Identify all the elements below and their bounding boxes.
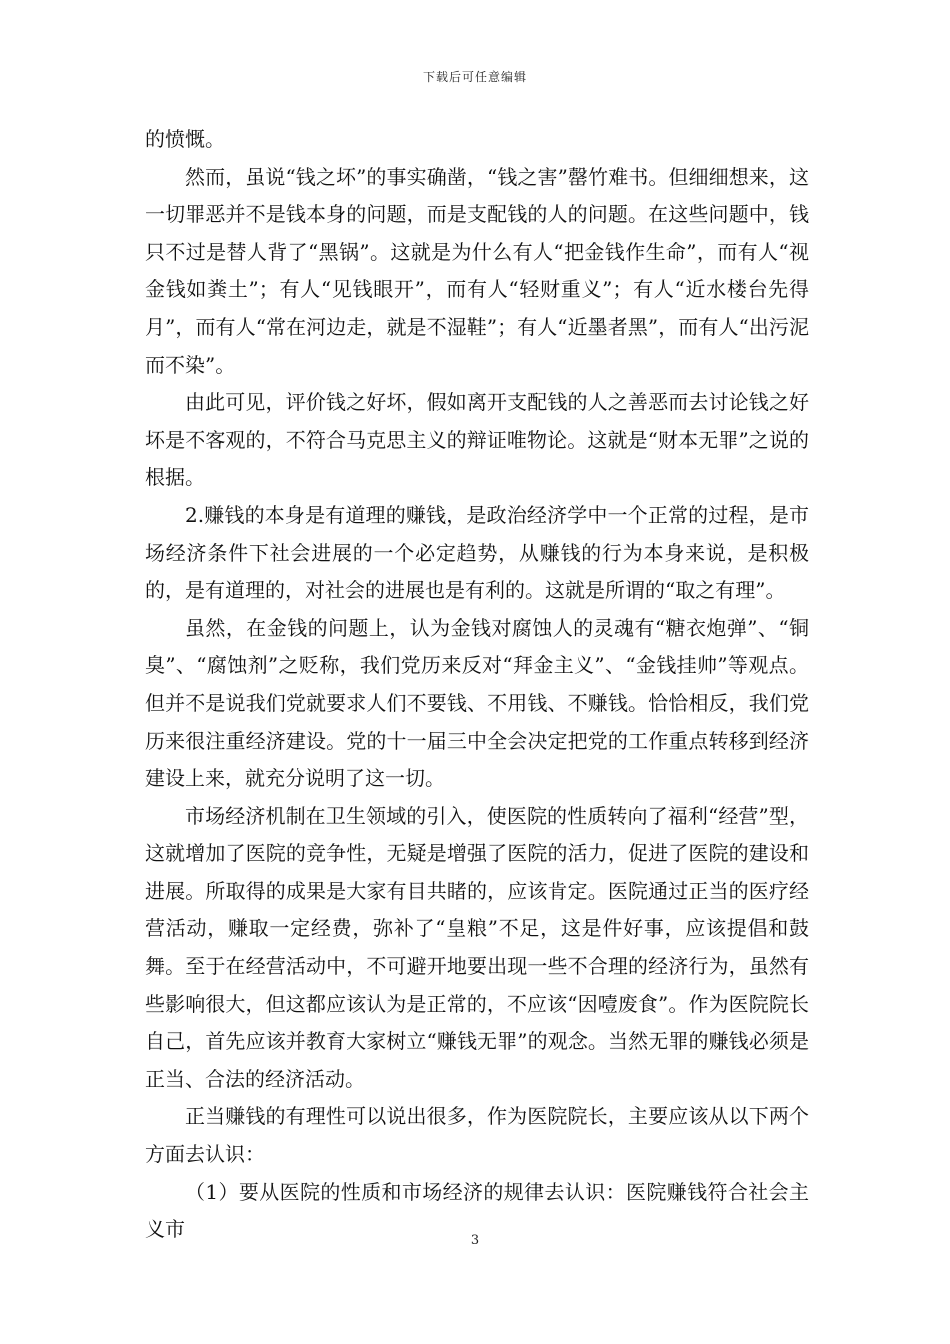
paragraph-6: 市场经济机制在卫生领域的引入，使医院的性质转向了福利“经营”型，这就增加了医院的竞争性，无疑是增强了医院的活力，促进了医院的建设和进展。所取得的成果是大家有目共睹的，应该肯定。医院通过正当的医疗经营活动，赚取一定经费，弥补了“皇粮”不足，这是件好事，应该提倡和鼓舞。至于在经营活动中，不可避开地要出现一些不合理的经济行为，虽然有些影响很大，但这都应该认为是正常的，不应该“因噎废食”。作为医院院长自己，首先应该并教育大家树立“赚钱无罪”的观念。当然无罪的赚钱必须是正当、合法的经济活动。 (145, 803, 809, 1091)
page-header: 下载后可任意编辑 (422, 70, 527, 84)
paragraph-3: 由此可见，评价钱之好坏，假如离开支配钱的人之善恶而去讨论钱之好坏是不客观的，不符合马克思主义的辩证唯物论。这就是“财本无罪”之说的根据。 (145, 390, 809, 490)
paragraph-7: 正当赚钱的有理性可以说出很多，作为医院院长，主要应该从以下两个方面去认识： (145, 1104, 809, 1167)
paragraph-5: 虽然，在金钱的问题上，认为金钱对腐蚀人的灵魂有“糖衣炮弹”、“铜臭”、“腐蚀剂”之贬称，我们党历来反对“拜金主义”、“金钱挂帅”等观点。但并不是说我们党就要求人们不要钱、不用钱、不赚钱。恰恰相反，我们党历来很注重经济建设。党的十一届三中全会决定把党的工作重点转移到经济建设上来，就充分说明了这一切。 (145, 615, 809, 791)
paragraph-2: 然而，虽说“钱之坏”的事实确凿，“钱之害”罄竹难书。但细细想来，这一切罪恶并不是钱本身的问题，而是支配钱的人的问题。在这些问题中，钱只不过是替人背了“黑锅”。这就是为什么有人“把金钱作生命”，而有人“视金钱如粪土”；有人“见钱眼开”，而有人“轻财重义”；有人“近水楼台先得月”，而有人“常在河边走，就是不湿鞋”；有人“近墨者黑”，而有人“出污泥而不染”。 (145, 164, 809, 377)
page-number: 3 (470, 1233, 480, 1248)
body-text (145, 121, 809, 1249)
paragraph-4: 2.赚钱的本身是有道理的赚钱，是政治经济学中一个正常的过程，是市场经济条件下社会进展的一个必定趋势，从赚钱的行为本身来说，是积极的，是有道理的，对社会的进展也是有利的。这就是所谓的“取之有理”。 (145, 502, 809, 603)
paragraph-8: （1）要从医院的性质和市场经济的规律去认识：医院赚钱符合社会主义市 (145, 1179, 809, 1242)
paragraph-1: 的愤慨。 (145, 127, 225, 151)
